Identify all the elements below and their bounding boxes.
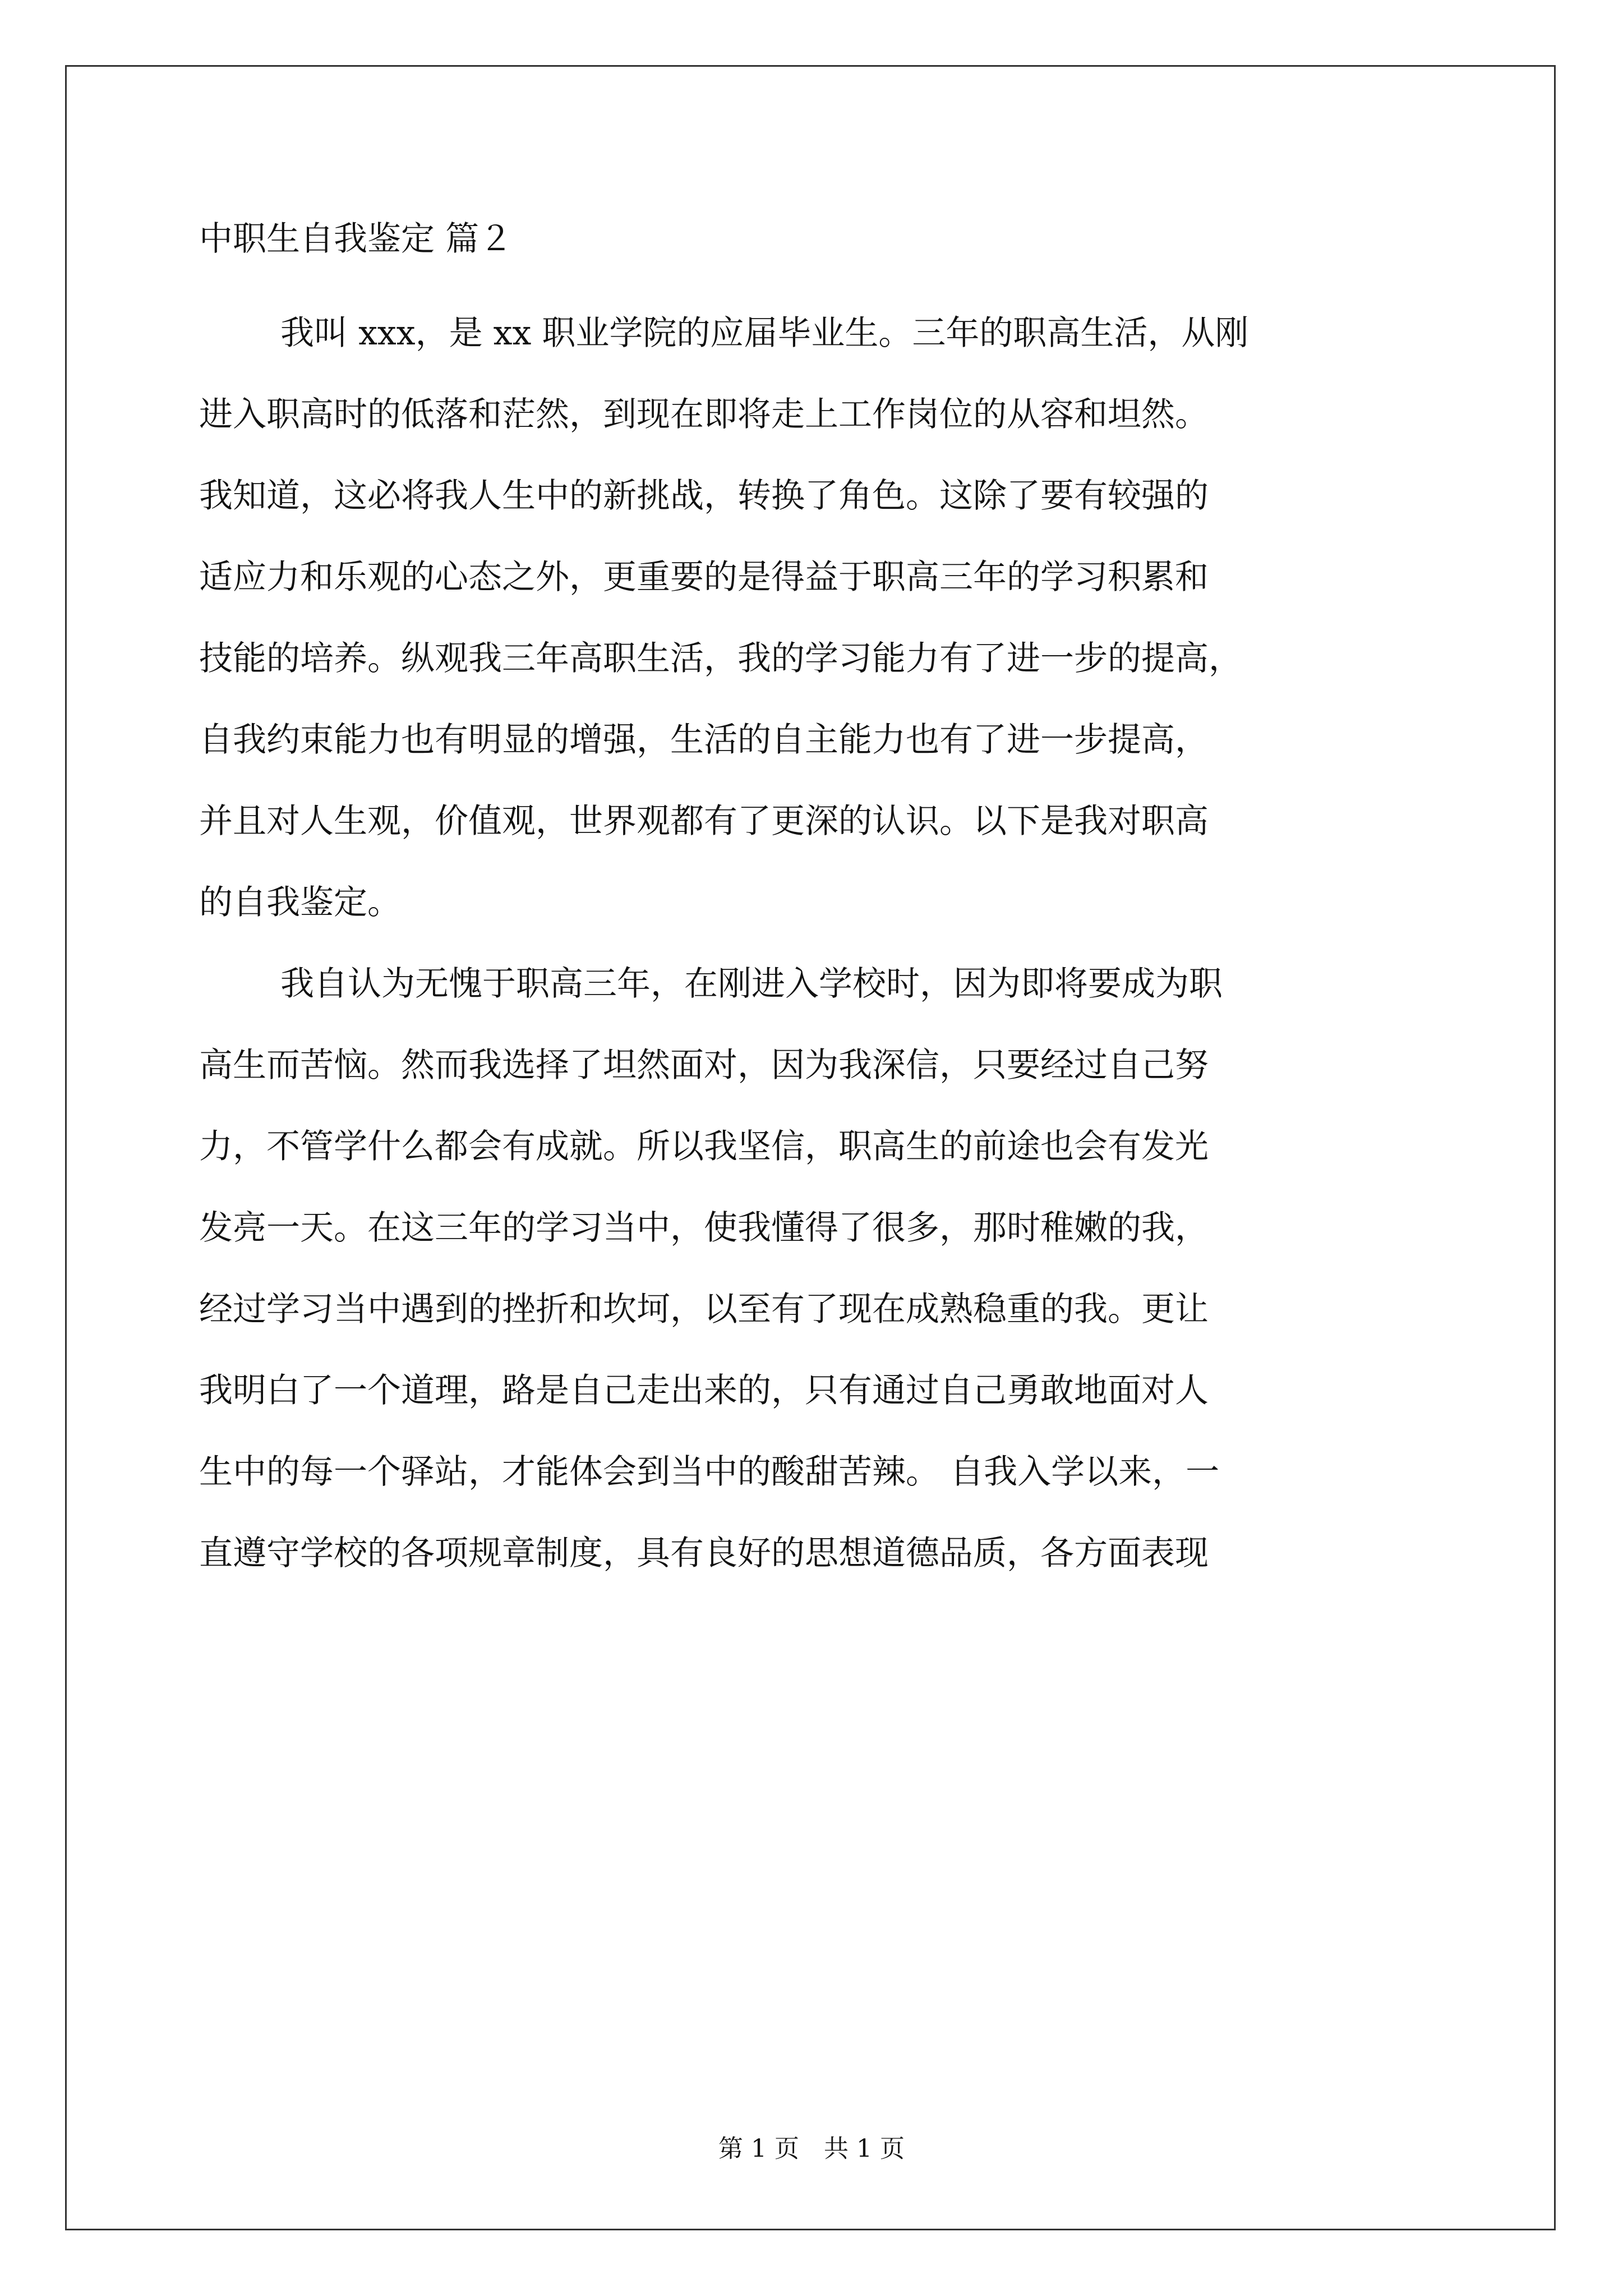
paragraph-line: 我自认为无愧于职高三年，在刚进入学校时，因为即将要成为职: [280, 964, 1223, 1004]
paragraph-line: 直遵守学校的各项规章制度，具有良好的思想道德品质，各方面表现: [199, 1534, 1209, 1573]
paragraph-line: 发亮一天。在这三年的学习当中，使我懂得了很多，那时稚嫩的我，: [199, 1208, 1209, 1248]
paragraph-line: 并且对人生观，价值观，世界观都有了更深的认识。以下是我对职高: [199, 802, 1209, 841]
paragraph-line: 高生而苦恼。然而我选择了坦然面对，因为我深信，只要经过自己努: [199, 1046, 1209, 1085]
paragraph-2: [199, 964, 1433, 1573]
paragraph-line: 我知道，这必将我人生中的新挑战，转换了角色。这除了要有较强的: [199, 476, 1209, 516]
paragraph-line: 适应力和乐观的心态之外，更重要的是得益于职高三年的学习积累和: [199, 558, 1209, 597]
document-title: 中职生自我鉴定 篇２: [199, 219, 513, 259]
paragraph-line: 经过学习当中遇到的挫折和坎坷，以至有了现在成熟稳重的我。更让: [199, 1290, 1209, 1329]
paragraph-line: 我叫 xxx，是 xx 职业学院的应届毕业生。三年的职高生活，从刚: [280, 314, 1249, 353]
paragraph-line: 生中的每一个驿站，才能体会到当中的酸甜苦辣。 自我入学以来，一: [199, 1452, 1220, 1492]
paragraph-line: 技能的培养。纵观我三年高职生活，我的学习能力有了进一步的提高，: [199, 639, 1242, 678]
document-body: [199, 219, 1433, 1614]
paragraph-line: 自我约束能力也有明显的增强，生活的自主能力也有了进一步提高，: [199, 720, 1209, 760]
paragraph-1: [199, 313, 1433, 923]
paragraph-line: 进入职高时的低落和茫然，到现在即将走上工作岗位的从容和坦然。: [199, 395, 1209, 434]
paragraph-line: 我明白了一个道理，路是自己走出来的，只有通过自己勇敢地面对人: [199, 1371, 1209, 1410]
paragraph-line: 力，不管学什么都会有成就。所以我坚信，职高生的前途也会有发光: [199, 1127, 1209, 1166]
page-number-footer: 第 1 页 共 1 页: [718, 2134, 905, 2163]
paragraph-line: 的自我鉴定。: [199, 883, 401, 922]
